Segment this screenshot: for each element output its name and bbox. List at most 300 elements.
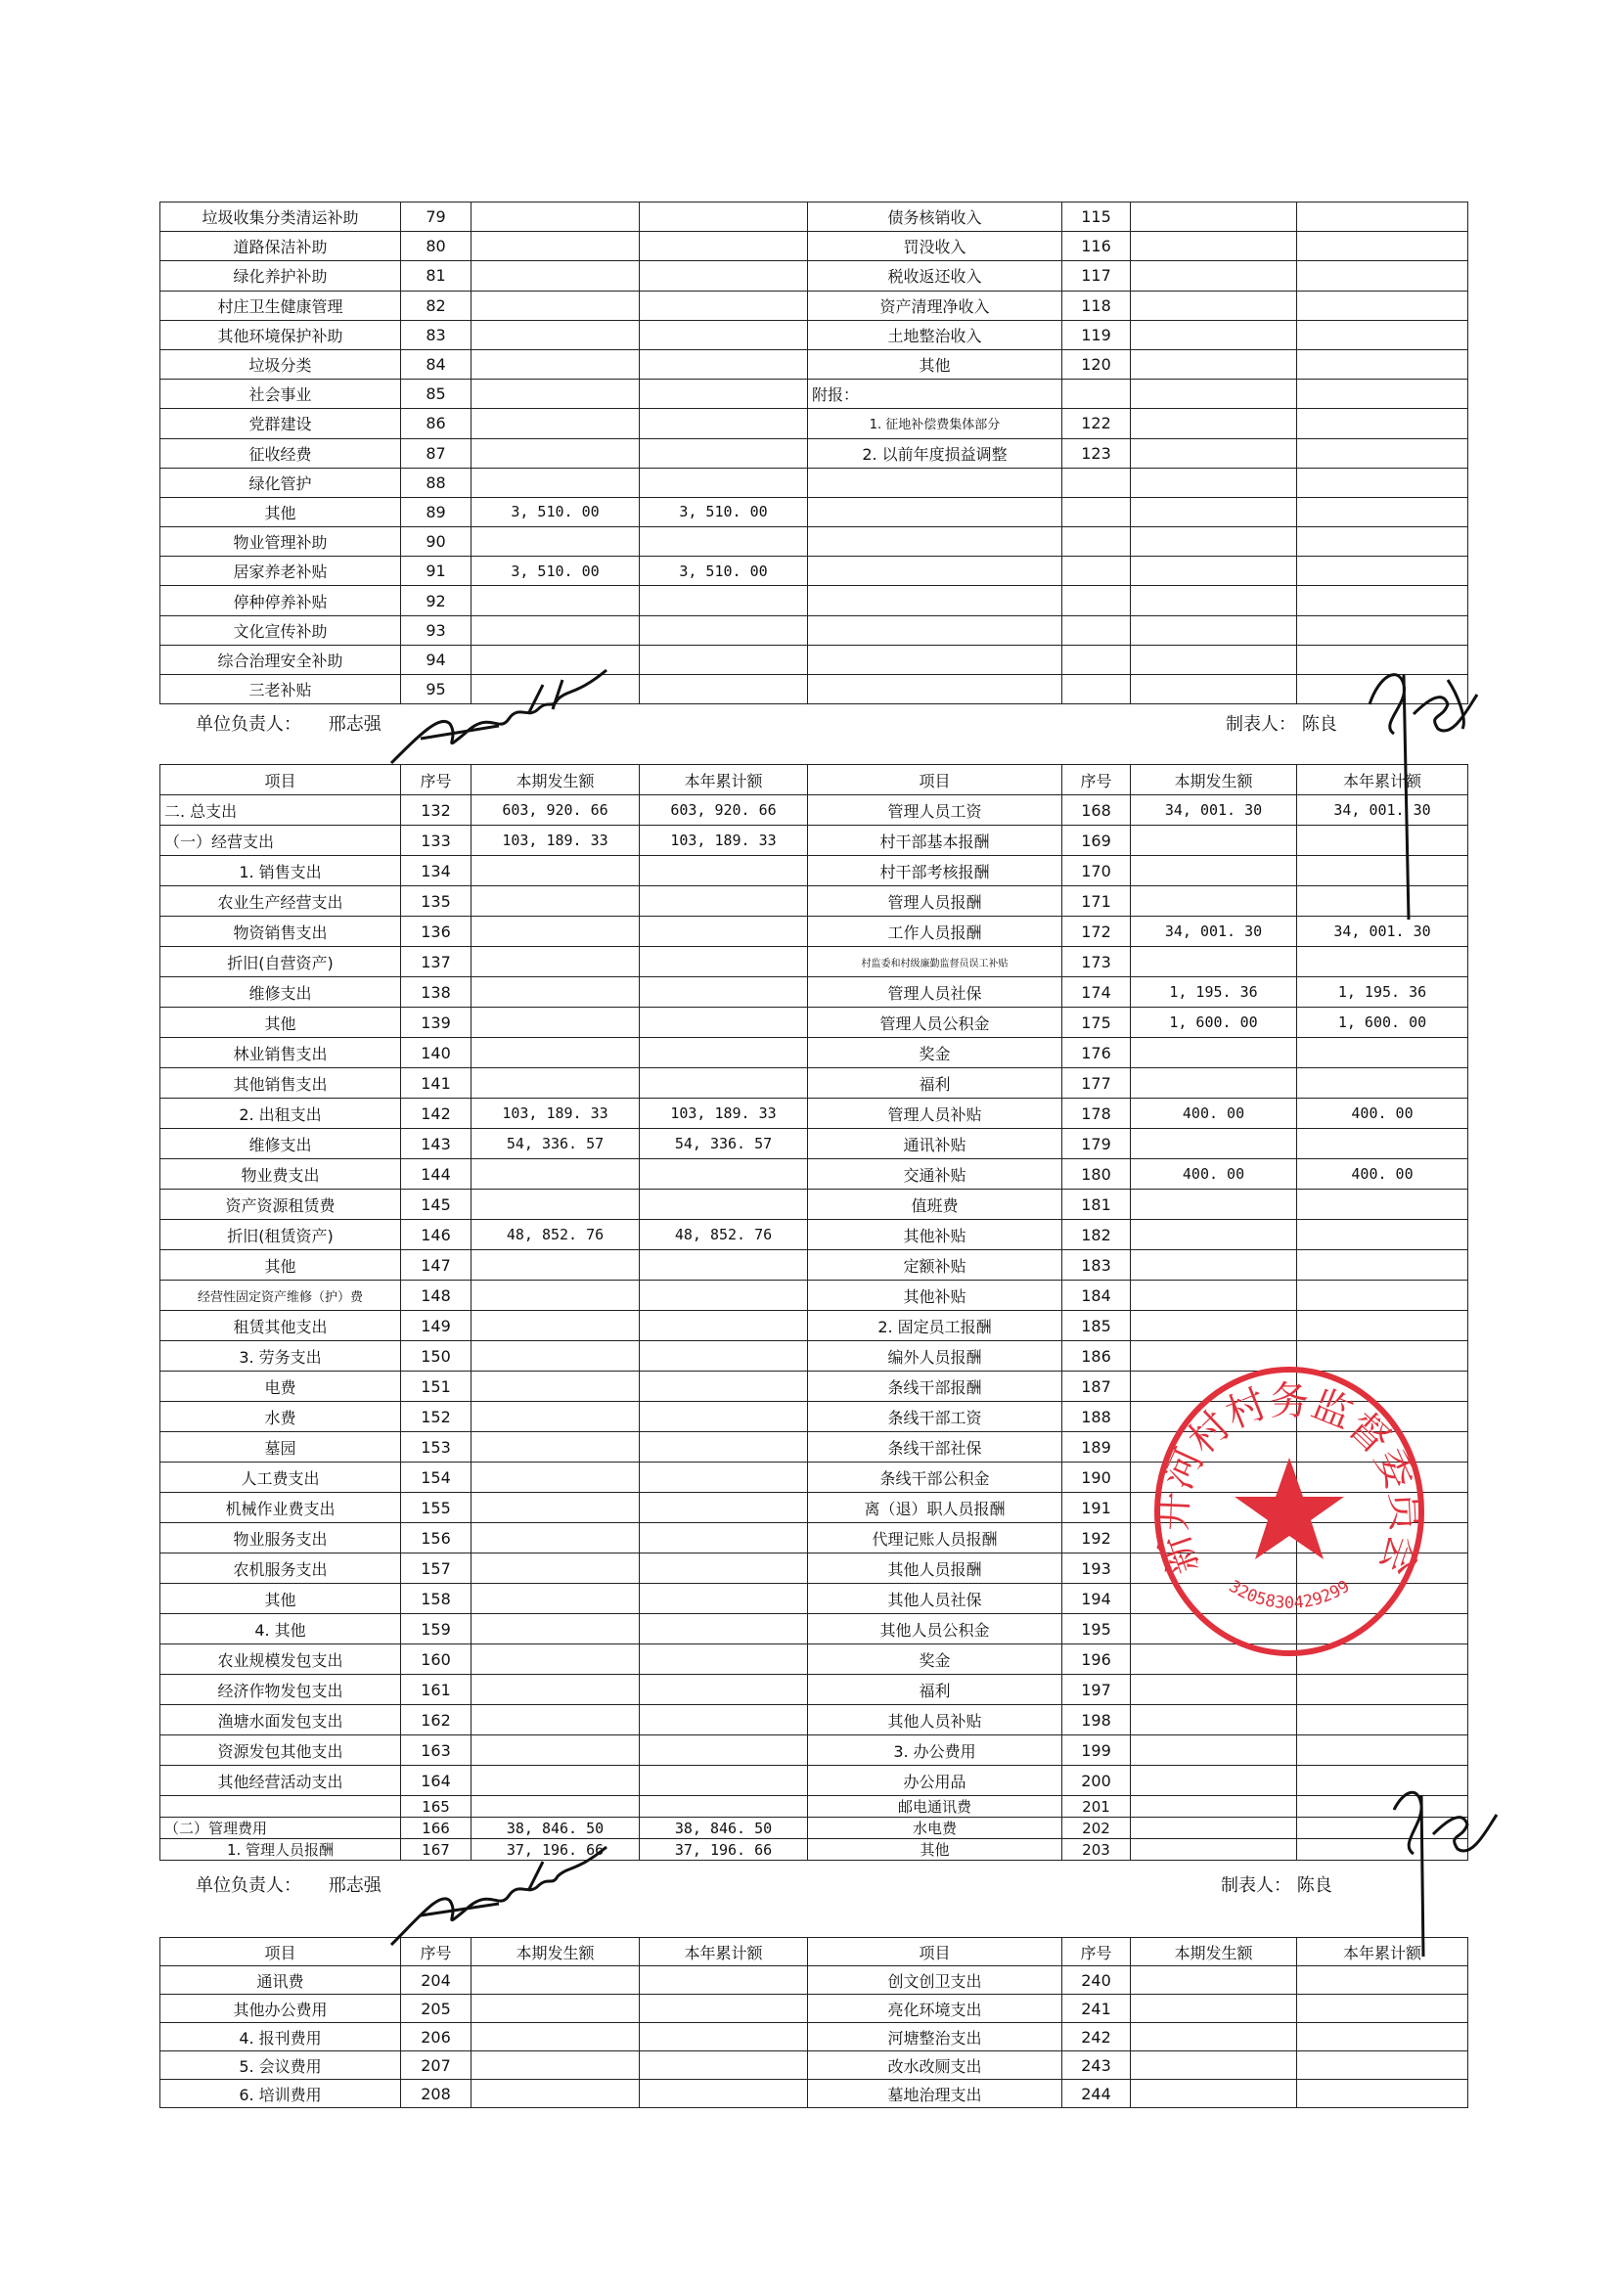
row-no-left: 164 [401,1766,472,1796]
row-no-right [1062,615,1131,645]
row-current-right [1131,1190,1297,1220]
row-item-left: 折旧(自营资产) [160,947,401,977]
row-current-right [1131,1311,1297,1341]
row-item-left: （二）管理费用 [160,1818,401,1839]
row-ytd-left [640,1311,808,1341]
row-ytd-left [640,1341,808,1372]
table-row [160,1008,1468,1038]
row-ytd-left [640,1766,808,1796]
expense-table-continued-body [160,1966,1468,2108]
row-ytd-left [640,615,808,645]
row-ytd-right: 1, 600. 00 [1297,1008,1468,1038]
row-item-right: 工作人员报酬 [808,917,1062,947]
row-ytd-left [640,1705,808,1735]
row-ytd-right [1297,527,1468,557]
row-no-right: 168 [1062,795,1131,826]
row-item-left: 物业费支出 [160,1159,401,1190]
row-item-left: 租赁其他支出 [160,1311,401,1341]
row-current-right [1131,438,1297,468]
row-ytd-left: 37, 196. 66 [640,1839,808,1861]
row-item-right: 其他 [808,349,1062,379]
row-no-left: 139 [401,1008,472,1038]
row-item-right: 编外人员报酬 [808,1341,1062,1372]
row-ytd-right [1297,1995,1468,2023]
row-ytd-right [1297,2080,1468,2108]
row-no-left: 138 [401,977,472,1008]
row-no-left: 132 [401,795,472,826]
row-no-right: 243 [1062,2051,1131,2080]
row-no-right: 195 [1062,1614,1131,1644]
row-ytd-left [640,1038,808,1068]
row-ytd-right [1297,1705,1468,1735]
table-row [160,320,1468,349]
row-current-right [1131,615,1297,645]
row-no-left: 134 [401,856,472,886]
table-row [160,438,1468,468]
row-current-right [1131,886,1297,917]
row-item-right: 亮化环境支出 [808,1995,1062,2023]
row-no-left: 144 [401,1159,472,1190]
row-ytd-left [640,1644,808,1675]
header-item-left: 项目 [160,765,401,795]
row-no-right: 193 [1062,1553,1131,1584]
row-item-right: 条线干部社保 [808,1432,1062,1463]
row-ytd-left [640,438,808,468]
row-current-left [472,1735,640,1766]
table-row [160,1705,1468,1735]
row-item-left: 通讯费 [160,1966,401,1995]
row-no-right: 197 [1062,1675,1131,1705]
row-current-right [1131,1966,1297,1995]
row-no-left: 135 [401,886,472,917]
row-no-left: 151 [401,1372,472,1402]
row-item-left: 维修支出 [160,1129,401,1159]
row-item-right: 条线干部公积金 [808,1463,1062,1493]
row-current-left [472,1038,640,1068]
signature-unit-head-2 [382,1837,616,1955]
row-item-right: 管理人员社保 [808,977,1062,1008]
row-current-left [472,2080,640,2108]
row-ytd-left [640,320,808,349]
row-ytd-left [640,947,808,977]
row-no-left: 167 [401,1839,472,1861]
row-no-left: 94 [401,645,472,674]
row-item-right: 其他补贴 [808,1281,1062,1311]
row-no-right: 191 [1062,1493,1131,1523]
row-current-right [1131,497,1297,526]
table-row [160,2080,1468,2108]
row-item-left: 4. 报刊费用 [160,2023,401,2051]
row-current-right [1131,856,1297,886]
table-row [160,409,1468,438]
header-cur-right: 本期发生额 [1131,765,1297,795]
table-row [160,586,1468,615]
row-no-right: 171 [1062,886,1131,917]
row-item-left: 村庄卫生健康管理 [160,291,401,320]
row-current-left [472,1584,640,1614]
expense-table-body [160,795,1468,1861]
row-current-left [472,320,640,349]
row-item-left: 物业服务支出 [160,1523,401,1553]
row-item-left: 资产资源租赁费 [160,1190,401,1220]
row-no-right: 172 [1062,917,1131,947]
row-no-left: 133 [401,826,472,856]
row-current-left [472,1159,640,1190]
table-row [160,291,1468,320]
row-no-right: 179 [1062,1129,1131,1159]
row-item-left: 文化宣传补助 [160,615,401,645]
row-ytd-right [1297,1068,1468,1099]
row-item-left: 水费 [160,1402,401,1432]
row-current-right [1131,947,1297,977]
table-row [160,527,1468,557]
row-item-right: 村监委和村级廉勤监督员误工补贴 [808,947,1062,977]
row-item-left: 党群建设 [160,409,401,438]
signature-stroke [1370,675,1477,920]
row-no-right: 183 [1062,1250,1131,1281]
unit-head-name: 邢志强 [328,714,382,735]
row-no-right: 173 [1062,947,1131,977]
row-ytd-left: 103, 189. 33 [640,1099,808,1129]
row-current-left [472,977,640,1008]
preparer-line-2 [1221,1871,1332,1897]
row-ytd-left [640,409,808,438]
row-item-left: 绿化养护补助 [160,261,401,291]
preparer-line-1 [1226,710,1337,736]
row-current-left [472,1705,640,1735]
row-no-right: 180 [1062,1159,1131,1190]
row-current-left [472,886,640,917]
row-no-left: 157 [401,1553,472,1584]
row-ytd-left: 48, 852. 76 [640,1220,808,1250]
row-no-left: 206 [401,2023,472,2051]
row-no-left: 85 [401,380,472,409]
row-no-left: 158 [401,1584,472,1614]
row-item-right [808,586,1062,615]
header-item-right: 项目 [808,1938,1062,1966]
row-current-left [472,261,640,291]
row-current-left [472,1250,640,1281]
row-current-left [472,527,640,557]
row-no-right: 118 [1062,291,1131,320]
row-ytd-right: 34, 001. 30 [1297,917,1468,947]
row-ytd-right: 1, 195. 36 [1297,977,1468,1008]
row-current-left [472,2051,640,2080]
row-no-left: 150 [401,1341,472,1372]
row-current-right [1131,1675,1297,1705]
row-no-left: 93 [401,615,472,645]
row-item-right: 水电费 [808,1818,1062,1839]
row-no-right: 241 [1062,1995,1131,2023]
row-no-left: 137 [401,947,472,977]
row-item-left: 其他经营活动支出 [160,1766,401,1796]
row-current-left: 603, 920. 66 [472,795,640,826]
row-item-right: 其他人员补贴 [808,1705,1062,1735]
row-ytd-left [640,977,808,1008]
row-ytd-right [1297,2023,1468,2051]
row-item-left: 4. 其他 [160,1614,401,1644]
row-item-left: 人工费支出 [160,1463,401,1493]
row-current-right: 1, 195. 36 [1131,977,1297,1008]
row-item-left: 折旧(租赁资产) [160,1220,401,1250]
row-ytd-left: 103, 189. 33 [640,826,808,856]
header-item-left: 项目 [160,1938,401,1966]
row-item-right: 附报： [808,380,1062,409]
row-ytd-right [1297,1190,1468,1220]
row-current-left [472,2023,640,2051]
row-current-right [1131,675,1297,704]
row-item-left [160,1796,401,1818]
row-current-left [472,232,640,261]
row-no-right: 122 [1062,409,1131,438]
table-row [160,886,1468,917]
row-item-right: 定额补贴 [808,1250,1062,1281]
row-item-right: 债务核销收入 [808,203,1062,232]
row-item-right [808,527,1062,557]
row-current-right [1131,349,1297,379]
row-no-left: 95 [401,675,472,704]
table-row [160,1250,1468,1281]
row-item-left: 农业规模发包支出 [160,1644,401,1675]
row-item-left: 二. 总支出 [160,795,401,826]
row-current-left [472,438,640,468]
row-current-right [1131,1250,1297,1281]
row-no-left: 156 [401,1523,472,1553]
row-ytd-left [640,1372,808,1402]
row-item-left: 经营性固定资产维修（护）费 [160,1281,401,1311]
row-current-right [1131,2080,1297,2108]
row-current-right [1131,1220,1297,1250]
header-item-right: 项目 [808,765,1062,795]
row-no-right: 119 [1062,320,1131,349]
row-current-left: 37, 196. 66 [472,1839,640,1861]
row-current-left [472,1766,640,1796]
preparer-name: 陈良 [1296,1875,1332,1896]
row-ytd-right [1297,1311,1468,1341]
table-row [160,977,1468,1008]
row-item-right: 1. 征地补偿费集体部分 [808,409,1062,438]
row-current-right [1131,468,1297,497]
row-no-left: 79 [401,203,472,232]
table-row [160,856,1468,886]
row-ytd-left [640,1493,808,1523]
row-ytd-right [1297,1220,1468,1250]
table-row [160,1281,1468,1311]
row-ytd-left: 3, 510. 00 [640,557,808,586]
row-no-left: 166 [401,1818,472,1839]
row-no-left: 136 [401,917,472,947]
row-current-left [472,1523,640,1553]
row-item-left: （一）经营支出 [160,826,401,856]
row-current-right [1131,1766,1297,1796]
row-no-right: 185 [1062,1311,1131,1341]
row-ytd-left [640,856,808,886]
row-no-right [1062,586,1131,615]
row-no-left: 89 [401,497,472,526]
row-item-right: 其他补贴 [808,1220,1062,1250]
row-ytd-right: 34, 001. 30 [1297,795,1468,826]
signature-stroke [391,670,606,763]
table-row [160,349,1468,379]
preparer-name: 陈良 [1301,714,1337,735]
row-item-left: 渔塘水面发包支出 [160,1705,401,1735]
row-current-right [1131,1068,1297,1099]
table-row [160,1735,1468,1766]
row-ytd-right [1297,1129,1468,1159]
expense-table-continued-header [160,1938,1468,1966]
row-current-left: 3, 510. 00 [472,497,640,526]
row-item-right [808,675,1062,704]
row-ytd-right [1297,1675,1468,1705]
row-no-left: 149 [401,1311,472,1341]
row-ytd-left [640,232,808,261]
row-ytd-left [640,1281,808,1311]
row-current-left [472,1614,640,1644]
row-item-right [808,497,1062,526]
row-item-left: 1. 管理人员报酬 [160,1839,401,1861]
row-current-right [1131,1281,1297,1311]
row-current-right [1131,1038,1297,1068]
row-no-right: 194 [1062,1584,1131,1614]
row-no-left: 205 [401,1995,472,2023]
table-row [160,1766,1468,1796]
row-no-right: 176 [1062,1038,1131,1068]
row-item-right: 改水改厕支出 [808,2051,1062,2080]
table-row [160,468,1468,497]
row-no-left: 140 [401,1038,472,1068]
row-no-left: 84 [401,349,472,379]
row-ytd-left [640,1614,808,1644]
row-no-right [1062,380,1131,409]
row-ytd-left [640,675,808,704]
row-ytd-right [1297,349,1468,379]
row-current-left [472,856,640,886]
row-current-left [472,1675,640,1705]
row-ytd-left [640,1463,808,1493]
table-row [160,1675,1468,1705]
row-ytd-right [1297,1281,1468,1311]
row-ytd-right [1297,438,1468,468]
row-no-left: 161 [401,1675,472,1705]
row-ytd-left [640,1995,808,2023]
unit-head-name: 邢志强 [328,1875,382,1896]
row-no-right: 120 [1062,349,1131,379]
expense-table-header [160,765,1468,795]
official-seal [1143,1350,1436,1673]
row-ytd-right [1297,409,1468,438]
row-item-left: 林业销售支出 [160,1038,401,1068]
table-row [160,232,1468,261]
row-current-right [1131,380,1297,409]
row-current-right [1131,1995,1297,2023]
unit-head-label: 单位负责人： [196,1875,301,1896]
row-item-right [808,557,1062,586]
row-item-left: 5. 会议费用 [160,2051,401,2080]
row-no-left: 155 [401,1493,472,1523]
row-item-right: 墓地治理支出 [808,2080,1062,2108]
row-current-right [1131,1735,1297,1766]
row-ytd-right [1297,291,1468,320]
expense-table-continued [159,1937,1468,2108]
row-current-left [472,586,640,615]
table-row [160,675,1468,704]
row-current-left [472,1281,640,1311]
row-ytd-right [1297,320,1468,349]
row-current-left [472,468,640,497]
row-item-right: 村干部基本报酬 [808,826,1062,856]
row-ytd-left [640,2080,808,2108]
row-item-left: 停种停养补贴 [160,586,401,615]
row-ytd-right [1297,261,1468,291]
row-no-left: 86 [401,409,472,438]
row-ytd-left [640,380,808,409]
row-item-left: 综合治理安全补助 [160,645,401,674]
row-current-right [1131,645,1297,674]
table-row [160,261,1468,291]
row-ytd-right [1297,1966,1468,1995]
row-ytd-left [640,1008,808,1038]
row-ytd-right [1297,586,1468,615]
row-item-left: 道路保洁补助 [160,232,401,261]
table-row [160,497,1468,526]
row-item-right: 福利 [808,1068,1062,1099]
row-no-left: 204 [401,1966,472,1995]
row-no-left: 90 [401,527,472,557]
row-current-left [472,1341,640,1372]
row-no-right: 177 [1062,1068,1131,1099]
row-item-right: 2. 固定员工报酬 [808,1311,1062,1341]
row-item-right: 管理人员补贴 [808,1099,1062,1129]
row-current-right [1131,586,1297,615]
row-no-left: 146 [401,1220,472,1250]
seal-star [1235,1458,1344,1559]
row-current-left [472,1966,640,1995]
row-item-right: 河塘整治支出 [808,2023,1062,2051]
row-current-left [472,1068,640,1099]
table-row [160,917,1468,947]
row-item-left: 居家养老补贴 [160,557,401,586]
row-item-left: 经济作物发包支出 [160,1675,401,1705]
row-item-left: 其他 [160,1250,401,1281]
income-table-body [160,203,1468,704]
row-item-left: 绿化管护 [160,468,401,497]
row-no-left: 142 [401,1099,472,1129]
row-item-right: 交通补贴 [808,1159,1062,1190]
row-item-left: 社会事业 [160,380,401,409]
row-current-right: 34, 001. 30 [1131,795,1297,826]
row-item-right: 奖金 [808,1038,1062,1068]
table-row [160,645,1468,674]
row-ytd-left [640,349,808,379]
row-current-left [472,1553,640,1584]
row-item-left: 墓园 [160,1432,401,1463]
row-ytd-left [640,2023,808,2051]
row-no-left: 159 [401,1614,472,1644]
table-row [160,1038,1468,1068]
row-ytd-left [640,917,808,947]
row-ytd-left: 54, 336. 57 [640,1129,808,1159]
row-item-left: 物业管理补助 [160,527,401,557]
row-item-left: 3. 劳务支出 [160,1341,401,1372]
signature-preparer-1 [1350,646,1497,929]
row-no-left: 83 [401,320,472,349]
row-ytd-left [640,203,808,232]
seal-code: 3205830429299 [1225,1576,1354,1613]
row-current-left [472,291,640,320]
table-row [160,1311,1468,1341]
row-no-right: 187 [1062,1372,1131,1402]
row-item-left: 其他 [160,497,401,526]
